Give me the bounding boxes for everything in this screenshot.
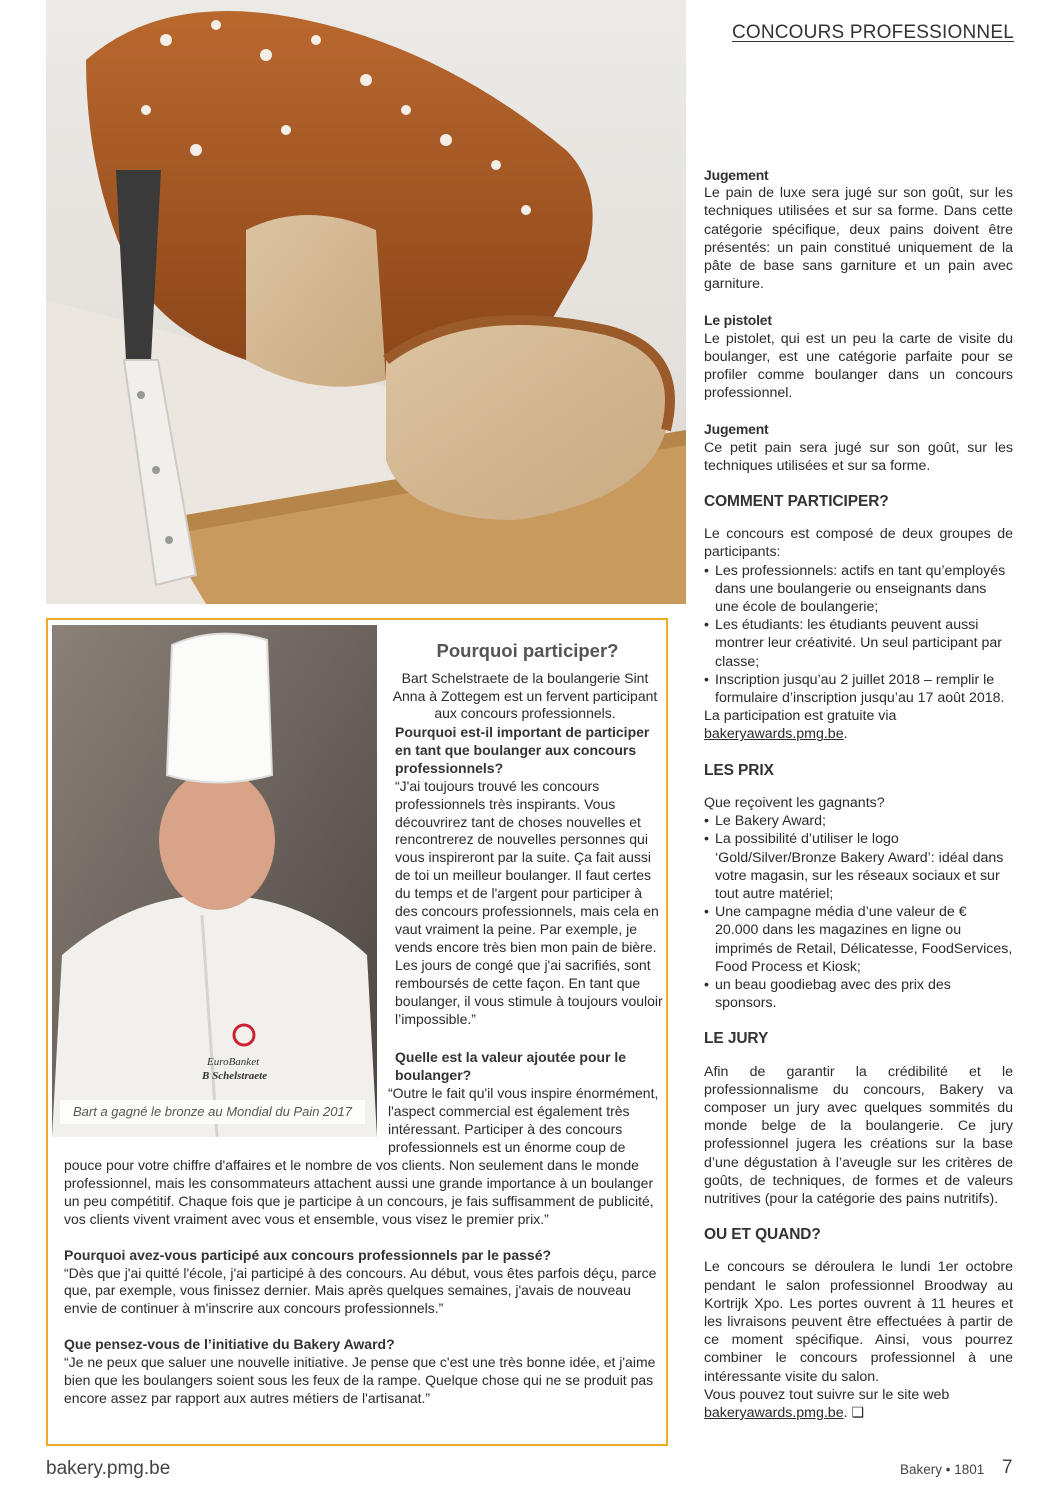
jugement1-text: Le pain de luxe sera jugé sur son goût, sur les techniques utilisées et sur sa forme. Dans cette catégorie spécifique, deux pains doivent être présentés: un pain constitué uniquement de la pâte de base sans garniture et un pain avec garniture. (704, 185, 1013, 293)
page-number: 7 (1002, 1457, 1013, 1478)
participer-outro: La participation est gratuite via bakeryawards.pmg.be. (704, 708, 897, 743)
answer: “Outre le fait qu'il vous inspire énormément, l'aspect commercial est également très intéressant. Participer à des concours professionnels est un énorme coup de (388, 1084, 659, 1155)
right-column (704, 166, 1013, 1422)
question: Pourquoi est-il important de participer en tant que boulanger aux concours professionnels? (395, 724, 650, 776)
ou-heading: OU ET QUAND? (704, 1226, 821, 1244)
prix-heading: LES PRIX (704, 761, 774, 779)
list-item: • Les professionnels: actifs en tant qu’employés dans une boulangerie ou enseignants dans une école de boulangerie; (704, 562, 1006, 616)
bread-photo (46, 0, 686, 604)
answer: “Dès que j'ai quitté l'école, j'ai participé à des concours. Au début, vous êtes parfois déçu, parce que, par exemple, vous finissez dernier. Mais après quelques semaines, j'avais de nouveau envie de continuer à m'inscrire aux concours professionnels.” (64, 1264, 657, 1317)
baker-portrait (52, 625, 377, 1137)
answer: pouce pour votre chiffre d'affaires et le nombre de vos clients. Non seulement dans le monde professionnel, mais les consommateurs attachent aussi une grande importance à un boulanger un peu compétitif. Chaque fois que je participe à un concours, je fais suffisamment de publicité, vos clients vivent vraiment avec vous et ensemble, vous visez le premier prix.” (64, 1157, 654, 1227)
inset-title: Pourquoi participer? (436, 640, 619, 661)
bakeryawards-link[interactable]: bakeryawards.pmg.be (704, 1404, 844, 1421)
list-item: • Les étudiants: les étudiants peuvent aussi montrer leur créativité. Un seul participant par classe; (704, 617, 1003, 670)
jury-text: Afin de garantir la crédibilité et le professionnalisme du concours, Bakery va composer un jury avec quelques sommités du monde belge de la boulangerie. Ce jury professionnel jugera les créations sur la base d’une dégustation à l’aveugle sur les critères de goûts, de techniques, de formes et de valeurs nutritives (pour la catégorie des pains nutritifs). (704, 1063, 1013, 1207)
ou-text: Le concours se déroulera le lundi 1er octobre pendant le salon professionnel Broodway au Kortrijk Xpo. Les portes ouvrent à 11 heures et les livraisons peuvent être effectuées à partir de ce moment spécifique. Ainsi, vous pourrez combiner le concours professionnel à une intéressante visite du salon. (704, 1259, 1013, 1385)
inset-column (395, 724, 663, 1028)
list-item: • un beau goodiebag avec des prix des sponsors. (704, 976, 951, 1012)
answer: “J'ai toujours trouvé les concours professionnels très inspirants. Vous découvrirez tant de choses nouvelles et rencontrerez de nouvelles personnes qui vous inspireront par la suite. Ça fait aussi de toi un meilleur boulanger. Il faut certes du temps et de l'argent pour participer à des concours professionnels, mais cela en vaut vraiment la peine. Par exemple, je vends encore très bien mon pain de bière. Les jours de congé que j'ai sacrifiés, sont remboursés de cette façon. En tant que boulanger, il vous stimule à toujours vouloir l’impossible.” (395, 777, 663, 1027)
jacket-text: EuroBanket (207, 1056, 260, 1068)
pistolet-text: Le pistolet, qui est un peu la carte de visite du boulanger, est une catégorie parfaite pour se profiler comme boulanger dans un concours professionnel. (704, 330, 1013, 402)
list-item: • La possibilité d’utiliser le logo ‘Gold/Silver/Bronze Bakery Award’: idéal dans votre magasin, sur les réseaux sociaux et sur tout autre matériel; (704, 831, 1004, 902)
question: Pourquoi avez-vous participé aux concours professionnels par le passé? (64, 1246, 552, 1263)
photo-caption: Bart a gagné le bronze au Mondial du Pain 2017 (60, 1100, 365, 1124)
list-item: • Inscription jusqu’au 2 juillet 2018 – remplir le formulaire d’inscription jusqu’au 17 août 2018. (704, 671, 1005, 707)
question: Quelle est la valeur ajoutée pour le boulanger? (395, 1049, 627, 1083)
participer-intro: Le concours est composé de deux groupes de participants: (704, 526, 1013, 561)
list-item: • Une campagne média d’une valeur de € 20.000 dans les magazines en ligne ou imprimés de Retail, Délicatesse, FoodServices, Food Process et Kiosk; (704, 904, 1013, 975)
answer: “Je ne peux que saluer une nouvelle initiative. Je pense que c'est une très bonne idée, et j'aime bien que les boulangers soient sous les feux de la rampe. Quelque chose qui ne se produit pas encore assez par rapport aux autres métiers de l'artisanat.” (64, 1354, 656, 1406)
inset-column (388, 1049, 660, 1156)
jugement1-title: Jugement (704, 167, 769, 183)
inset-intro: Bart Schelstraete de la boulangerie Sint Anna à Zottegem est un fervent participant aux concours professionnels. (392, 670, 658, 722)
footer-issue: Bakery • 1801 (900, 1462, 985, 1477)
pistolet-title: Le pistolet (704, 312, 772, 329)
bakeryawards-link[interactable]: bakeryawards.pmg.be (704, 726, 844, 743)
jury-heading: LE JURY (704, 1030, 769, 1048)
baker-illustration (52, 625, 377, 1137)
ou-outro: Vous pouvez tout suivre sur le site web bakeryawards.pmg.be. ❑ (704, 1386, 950, 1421)
participer-heading: COMMENT PARTICIPER? (704, 493, 889, 511)
jugement2-text: Ce petit pain sera jugé sur son goût, sur les techniques utilisées et sur sa forme. (704, 439, 1013, 474)
prix-intro: Que reçoivent les gagnants? (704, 794, 885, 811)
list-item: • Le Bakery Award; (704, 813, 826, 830)
section-label: CONCOURS PROFESSIONNEL (731, 22, 1014, 43)
question: Que pensez-vous de l’initiative du Bakery Award? (64, 1336, 395, 1353)
inset-wide-text (64, 1157, 659, 1408)
footer-site[interactable]: bakery.pmg.be (46, 1458, 171, 1479)
jacket-text: B Schelstraete (202, 1070, 268, 1082)
jugement2-title: Jugement (704, 421, 769, 438)
bread-illustration (46, 0, 686, 604)
